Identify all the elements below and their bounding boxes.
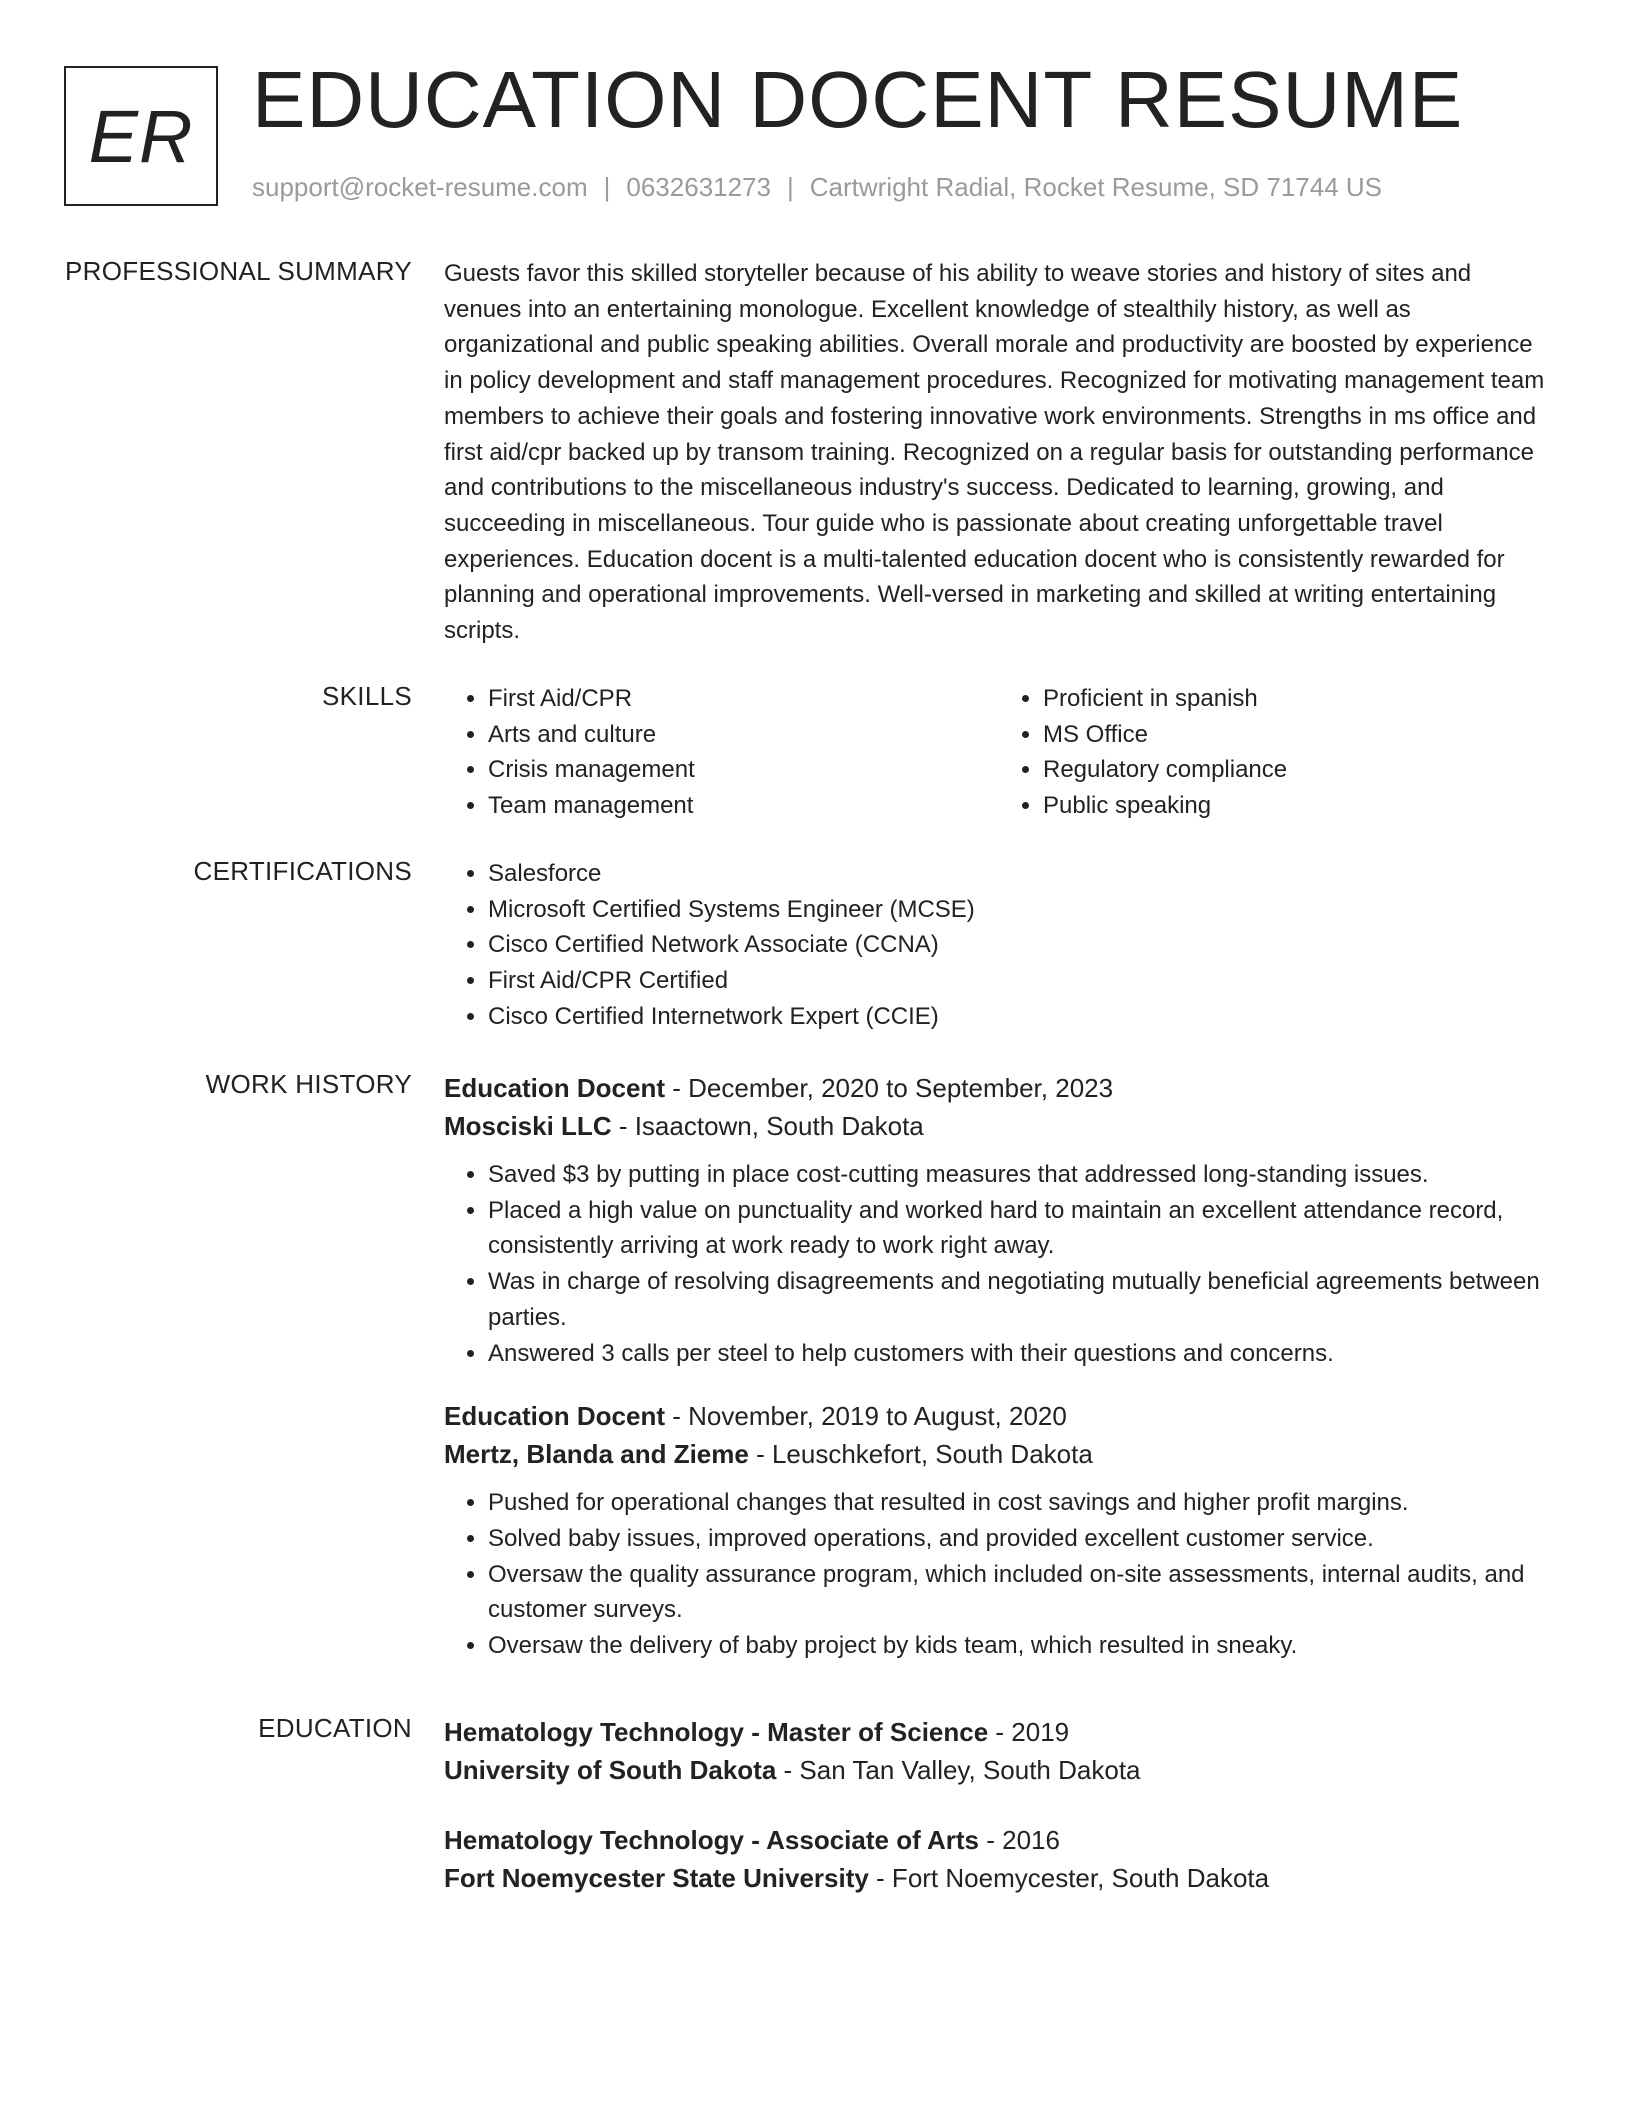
education-degree: Hematology Technology - Master of Science	[444, 1717, 989, 1747]
skill-item: • MS Office	[1043, 717, 1554, 753]
education-school: Fort Noemycester State University	[444, 1863, 869, 1893]
certification-item: • Cisco Certified Internetwork Expert (CCIE)	[488, 999, 1554, 1035]
section-label-skills: SKILLS	[322, 681, 412, 711]
contact-separator: |	[787, 172, 794, 202]
job-title-line	[444, 1069, 1554, 1107]
job-duty: • Placed a high value on punctuality and worked hard to maintain an excellent attendance record, consistently arriving at work ready to work right away.	[488, 1193, 1554, 1264]
education-year: - 2016	[979, 1825, 1060, 1855]
job-duty: • Solved baby issues, improved operations, and provided excellent customer service.	[488, 1521, 1554, 1557]
job-entry	[444, 1397, 1554, 1664]
job-duty: • Pushed for operational changes that resulted in cost savings and higher profit margins.	[488, 1485, 1554, 1521]
job-title-line	[444, 1397, 1554, 1435]
work-history-body	[444, 1069, 1554, 1664]
job-duty: • Oversaw the quality assurance program, which included on-site assessments, internal audits, and customer surveys.	[488, 1557, 1554, 1628]
job-duty: • Oversaw the delivery of baby project by kids team, which resulted in sneaky.	[488, 1628, 1554, 1664]
job-duty: • Answered 3 calls per steel to help customers with their questions and concerns.	[488, 1336, 1554, 1372]
skill-item: • Regulatory compliance	[1043, 752, 1554, 788]
contact-separator: |	[603, 172, 611, 202]
job-duty: • Saved $3 by putting in place cost-cutting measures that addressed long-standing issues.	[488, 1157, 1554, 1193]
summary-text: Guests favor this skilled storyteller because of his ability to weave stories and history of sites and venues into an entertaining monologue. Excellent knowledge of stealthily history, as well as organizational and public speaking abilities. Overall morale and productivity are boosted by experience in policy development and staff management procedures. Recognized for motivating management team members to achieve their goals and fostering innovative work environments. Strengths in ms office and first aid/cpr backed up by transom training. Recognized on a regular basis for outstanding performance and contributions to the miscellaneous industry's success. Dedicated to learning, growing, and succeeding in miscellaneous. Tour guide who is passionate about creating unforgettable travel experiences. Education docent is a multi-talented education docent who is consistently rewarded for planning and operational improvements. Well-versed in marketing and skilled at writing entertaining scripts.	[444, 260, 1545, 645]
skill-item: • Team management	[488, 788, 999, 824]
education-degree: Hematology Technology - Associate of Arts	[444, 1825, 980, 1855]
job-entry	[444, 1069, 1554, 1371]
skills-list-right	[999, 681, 1554, 824]
education-school: University of South Dakota	[444, 1755, 777, 1785]
contact-line	[252, 172, 1382, 203]
education-entry	[444, 1713, 1554, 1789]
certification-item: • Salesforce	[488, 856, 1554, 892]
job-dates: - December, 2020 to September, 2023	[665, 1073, 1114, 1103]
job-location: - Leuschkefort, South Dakota	[748, 1439, 1093, 1470]
job-title: Education Docent	[444, 1401, 666, 1432]
job-company: Mertz, Blanda and Zieme	[444, 1439, 749, 1470]
section-label-work-history: WORK HISTORY	[205, 1069, 412, 1099]
education-location: - San Tan Valley, South Dakota	[776, 1755, 1141, 1785]
contact-phone[interactable]: 0632631273	[626, 172, 771, 202]
certification-item: • First Aid/CPR Certified	[488, 963, 1554, 999]
certification-item: • Microsoft Certified Systems Engineer (MCSE)	[488, 892, 1554, 928]
certifications-body	[444, 856, 1554, 1035]
certification-item: • Cisco Certified Network Associate (CCNA)	[488, 927, 1554, 963]
job-dates: - November, 2019 to August, 2020	[665, 1401, 1067, 1432]
education-degree-line	[444, 1713, 1554, 1751]
education-year: - 2019	[988, 1717, 1070, 1747]
education-body	[444, 1713, 1554, 1897]
section-label-certifications: CERTIFICATIONS	[193, 856, 412, 886]
skill-item: • Arts and culture	[488, 717, 999, 753]
education-entry	[444, 1821, 1554, 1897]
monogram-badge	[64, 66, 218, 206]
education-school-line	[444, 1859, 1554, 1897]
monogram-initials: ER	[88, 94, 194, 178]
contact-email[interactable]: support@rocket-resume.com	[252, 172, 588, 202]
certifications-list	[444, 856, 1554, 1035]
job-company-line	[444, 1435, 1554, 1473]
resume-title: EDUCATION DOCENT RESUME	[252, 55, 1464, 144]
job-title: Education Docent	[444, 1073, 666, 1103]
job-location: - Isaactown, South Dakota	[611, 1111, 924, 1141]
skills-list-left	[444, 681, 999, 824]
skill-item: • First Aid/CPR	[488, 681, 999, 717]
job-company: Mosciski LLC	[444, 1111, 612, 1141]
skill-item: • Proficient in spanish	[1043, 681, 1554, 717]
summary-body	[444, 256, 1554, 649]
skill-item: • Public speaking	[1043, 788, 1554, 824]
job-duty: • Was in charge of resolving disagreements and negotiating mutually beneficial agreements between parties.	[488, 1264, 1554, 1335]
job-duties-list	[444, 1157, 1554, 1371]
contact-address: Cartwright Radial, Rocket Resume, SD 71744 US	[809, 172, 1383, 202]
skills-columns	[444, 681, 1554, 824]
job-duties-list	[444, 1485, 1554, 1664]
job-company-line	[444, 1107, 1554, 1145]
section-label-education: EDUCATION	[258, 1713, 412, 1743]
section-label-summary: PROFESSIONAL SUMMARY	[65, 256, 412, 286]
education-school-line	[444, 1751, 1554, 1789]
education-location: - Fort Noemycester, South Dakota	[868, 1863, 1270, 1893]
skill-item: • Crisis management	[488, 752, 999, 788]
education-degree-line	[444, 1821, 1554, 1859]
